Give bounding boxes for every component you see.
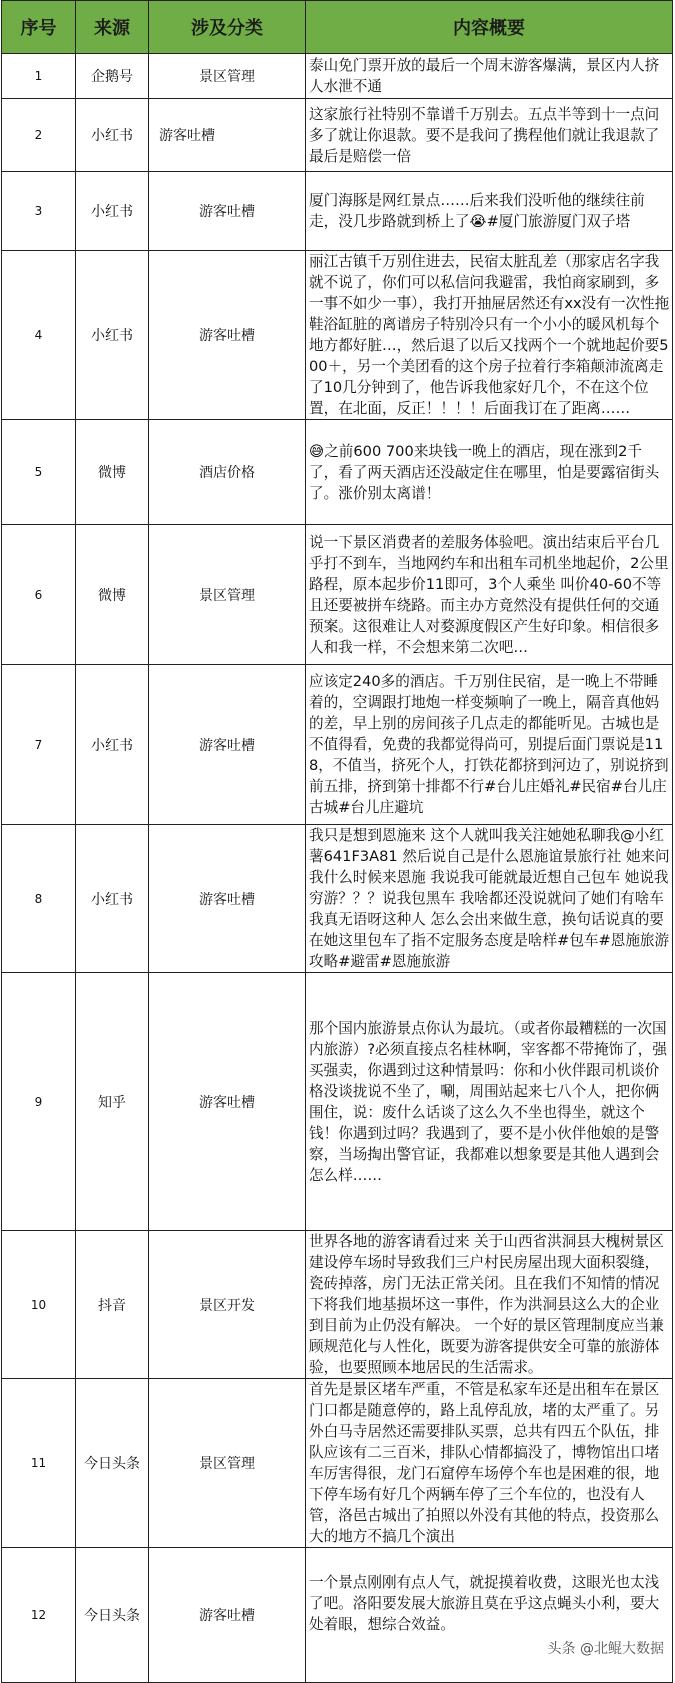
table-row <box>2 1231 673 1379</box>
table-row <box>2 99 673 172</box>
row-source: 小红书 <box>76 172 149 251</box>
row-category: 游客吐槽 <box>149 665 306 825</box>
row-category: 游客吐槽 <box>149 1548 306 1683</box>
table-row <box>2 1379 673 1548</box>
row-number: 2 <box>2 99 76 172</box>
row-number: 1 <box>2 54 76 99</box>
row-source: 今日头条 <box>76 1548 149 1683</box>
row-content <box>306 420 673 525</box>
header-category: 涉及分类 <box>149 1 306 54</box>
row-number: 10 <box>2 1231 76 1379</box>
row-number: 7 <box>2 665 76 825</box>
row-content-text: 这家旅行社特别不靠谱千万别去。五点半等到十一点问多了就让你退款。要不是我问了携程他们就让我退款了最后是赔偿一倍 <box>309 105 660 165</box>
row-number: 5 <box>2 420 76 525</box>
row-content <box>306 825 673 973</box>
header-content: 内容概要 <box>306 1 673 54</box>
row-category: 景区开发 <box>149 1231 306 1379</box>
row-content <box>306 1548 673 1683</box>
row-content <box>306 665 673 825</box>
complaints-table <box>1 0 673 1683</box>
row-content-text: 泰山免门票开放的最后一个周末游客爆满，景区内人挤人水泄不通 <box>309 57 660 95</box>
row-number: 11 <box>2 1379 76 1548</box>
header-source: 来源 <box>76 1 149 54</box>
row-source: 小红书 <box>76 251 149 420</box>
row-content-text: 世界各地的游客请看过来 关于山西省洪洞县大槐树景区建设停车场时导致我们三户村民房屋出现大面积裂缝，瓷砖掉落，房门无法正常关闭。且在我们不知情的情况下将我们地基损坏这一事件，作为洪洞县这么大的企业到目前为止仍没有解决。 一个好的景区管理制度应当兼顾规范化与人性化，既要为游客提供安全可靠的旅游体验，也要照顾本地居民的生活需求。 <box>309 1233 664 1376</box>
row-category: 游客吐槽 <box>149 172 306 251</box>
table-row <box>2 665 673 825</box>
row-source: 小红书 <box>76 825 149 973</box>
row-number: 6 <box>2 525 76 665</box>
row-category: 游客吐槽 <box>149 99 306 172</box>
row-content <box>306 525 673 665</box>
row-source: 小红书 <box>76 665 149 825</box>
row-number: 8 <box>2 825 76 973</box>
row-source: 今日头条 <box>76 1379 149 1548</box>
header-no: 序号 <box>2 1 76 54</box>
row-content <box>306 1379 673 1548</box>
table-row <box>2 420 673 525</box>
row-content <box>306 172 673 251</box>
table-row <box>2 54 673 99</box>
row-category: 景区管理 <box>149 1379 306 1548</box>
row-source: 微博 <box>76 420 149 525</box>
row-content <box>306 99 673 172</box>
table-row <box>2 251 673 420</box>
row-category: 游客吐槽 <box>149 251 306 420</box>
row-content-text: 厦门海豚是网红景点……后来我们没听他的继续往前走，没几步路就到桥上了😭#厦门旅游厦门双子塔 <box>309 192 645 230</box>
table-row <box>2 825 673 973</box>
watermark: 头条 @北鲲大数据 <box>547 1640 664 1657</box>
row-category: 游客吐槽 <box>149 973 306 1231</box>
row-content-text: 那个国内旅游景点你认为最坑。（或者你最糟糕的一次国内旅游）?必须直接点名桂林啊，宰客都不带掩饰了，强买强卖，你遇到过这种情景吗：你和小伙伴跟司机谈价格没谈拢说不坐了，唰，周围站起来七八个人，把你俩围住，说：废什么话谈了这么久不坐也得坐，就这个钱！你遇到过吗？我遇到了，要不是小伙伴他娘的是警察，当场掏出警官证，我都难以想象要是其他人遇到会怎么样…… <box>309 1019 667 1184</box>
row-content-text: 😅之前600 700来块钱一晚上的酒店，现在涨到2千了，看了两天酒店还没敲定住在哪里，怕是要露宿街头了。涨价别太离谱！ <box>309 442 660 502</box>
row-content <box>306 54 673 99</box>
row-category: 酒店价格 <box>149 420 306 525</box>
row-content-text: 一个景点刚刚有点人气，就捉摸着收费，这眼光也太浅了吧。洛阳要发展大旅游且莫在乎这点蝇头小利，要大处着眼，想综合效益。 <box>309 1573 660 1633</box>
row-source: 知乎 <box>76 973 149 1231</box>
row-number: 9 <box>2 973 76 1231</box>
row-number: 3 <box>2 172 76 251</box>
row-source: 微博 <box>76 525 149 665</box>
row-number: 4 <box>2 251 76 420</box>
row-category: 景区管理 <box>149 525 306 665</box>
row-content-text: 我只是想到恩施来 这个人就叫我关注她她私聊我@小红薯641F3A81 然后说自己是什么恩施谊景旅行社 她来问我什么时候来恩施 我说我可能就最近想自己包车 她说我穷游？？？说我包黑车 我啥都还没说就问了她们有啥车 我真无语呀这种人 怎么会出来做生意，换句话说真的要在她这里包车了指不定服务态度是啥样#包车#恩施旅游攻略#避雷#恩施旅游 <box>309 827 670 970</box>
row-content-text: 丽江古镇千万别住进去，民宿太脏乱差（那家店名字我就不说了，你们可以私信问我避雷，我怕商家刷到，多一事不如少一事），我打开抽屉居然还有xx没有一次性拖鞋浴缸脏的离谱房子特别冷只有一个小小的暖风机每个地方都好脏…，然后退了以后又找两个一个就地起价要500＋，另一个美团看的这个房子拉着行李箱颠沛流离走了10几分钟到了，他告诉我他家好几个，不在这个位置，在北面，反正！！！！后面我订在了距离…… <box>309 253 670 417</box>
row-category: 景区管理 <box>149 54 306 99</box>
table-row <box>2 172 673 251</box>
header-row <box>2 1 673 54</box>
row-content-text: 应该定240多的酒店。千万别住民宿，是一晚上不带睡着的，空调跟打地炮一样变频响了一晚上，隔音真他妈的差，早上别的房间孩子几点走的都能听见。古城也是不值得看，免费的我都觉得尚可，别提后面门票说是118，不值当，挤死个人，打铁花都挤到河边了，别说挤到前五排，挤到第十排都不行#台儿庄婚礼#民宿#台儿庄古城#台儿庄避坑 <box>309 673 669 816</box>
row-content-text: 首先是景区堵车严重，不管是私家车还是出租车在景区门口都是随意停的，路上乱停乱放，堵的太严重了。另外白马寺居然还需要排队买票，总共有四五个队伍，排队应该有二三百米，排队心情都搞没了，博物馆出口堵车厉害得很，龙门石窟停车场停个车也是困难的很，地下停车场有好几个两辆车停了三个车位的，也没有人管，洛邑古城出了拍照以外没有其他的特点，投资那么大的地方不搞几个演出 <box>309 1381 660 1545</box>
row-content <box>306 973 673 1231</box>
row-number: 12 <box>2 1548 76 1683</box>
row-category: 游客吐槽 <box>149 825 306 973</box>
table-row <box>2 1548 673 1683</box>
row-content-text: 说一下景区消费者的差服务体验吧。演出结束后平台几乎打不到车，当地网约车和出租车司机坐地起价，2公里路程，原本起步价11即可，3个人乘坐 叫价40-60不等且还要被拼车绕路。而主办方竟然没有提供任何的交通预案。这很难让人对婺源度假区产生好印象。相信很多人和我一样，不会想来第二次吧… <box>309 533 669 656</box>
table-row <box>2 973 673 1231</box>
row-source: 小红书 <box>76 99 149 172</box>
row-source: 抖音 <box>76 1231 149 1379</box>
row-content <box>306 251 673 420</box>
row-content <box>306 1231 673 1379</box>
table-row <box>2 525 673 665</box>
row-source: 企鹅号 <box>76 54 149 99</box>
